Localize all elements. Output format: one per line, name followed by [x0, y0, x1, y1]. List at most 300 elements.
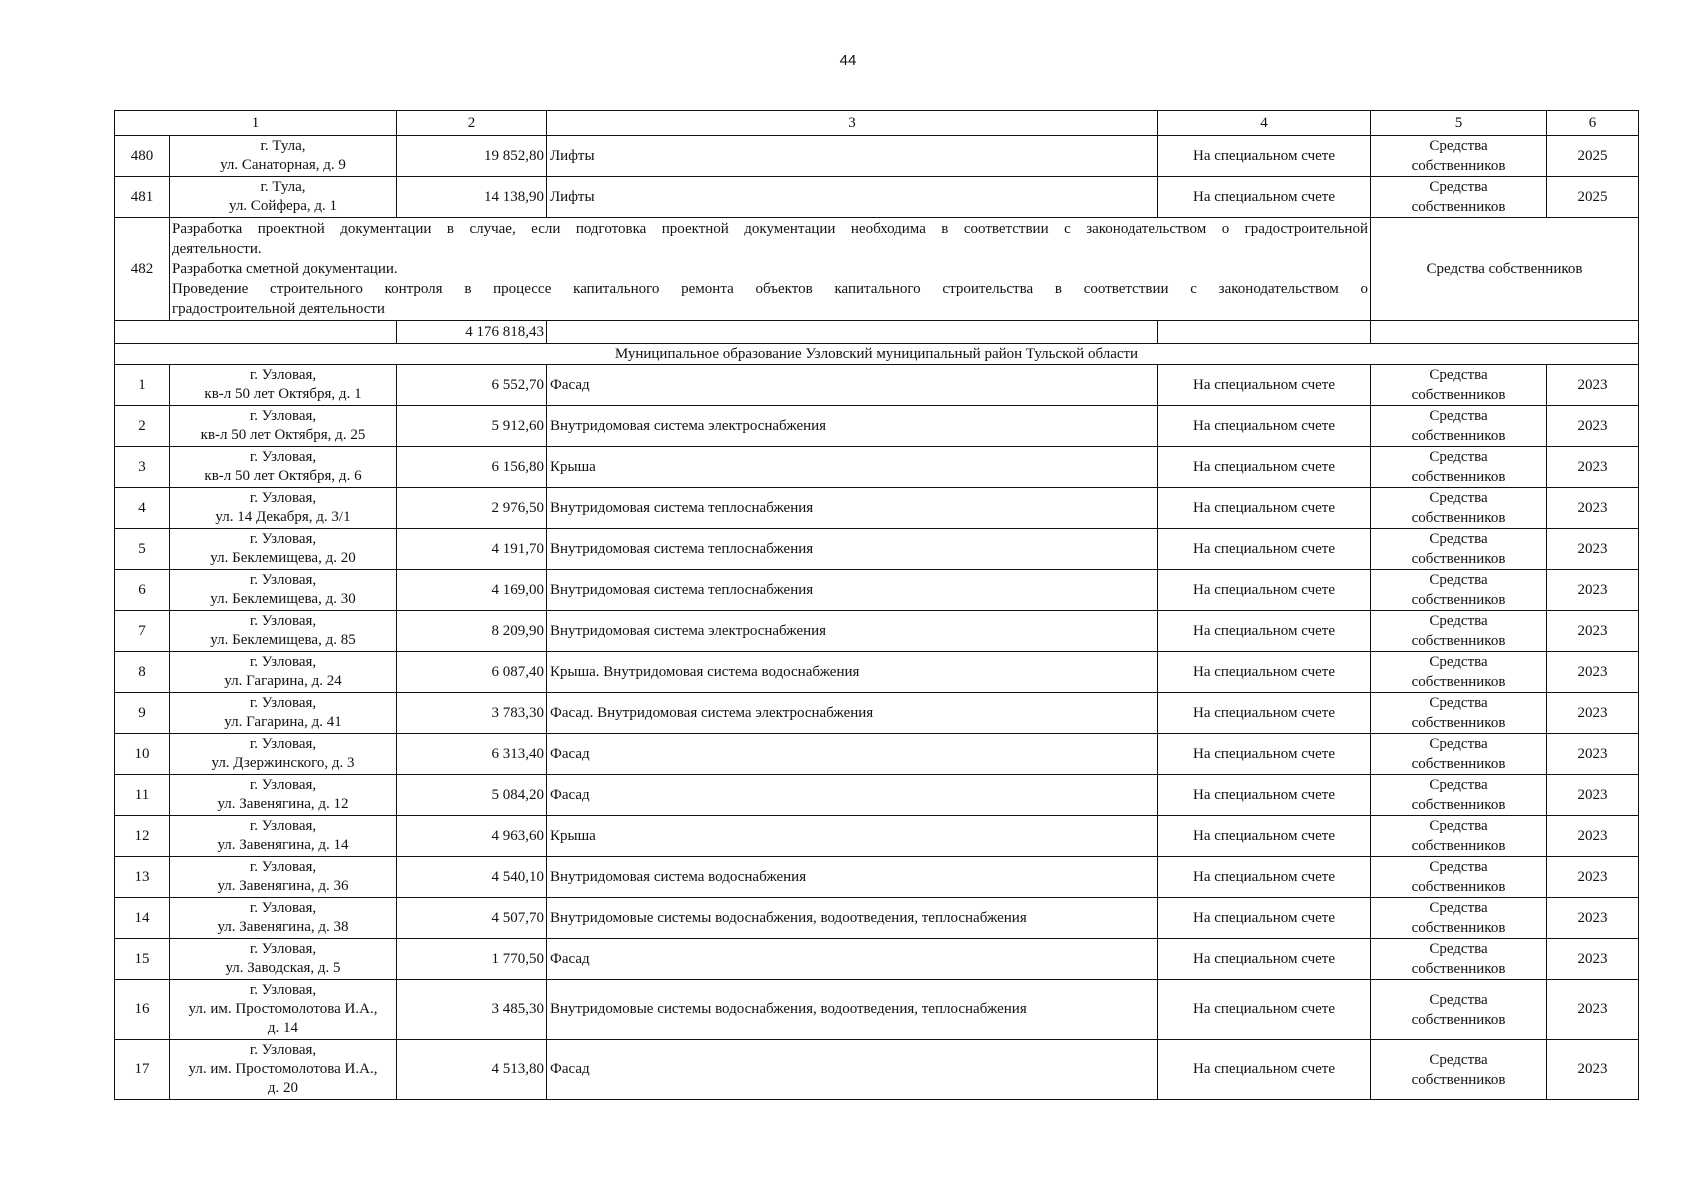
source-cell-line: Средства — [1429, 900, 1488, 916]
source-cell-line: собственников — [1411, 510, 1506, 526]
work-type-cell — [547, 365, 1158, 406]
area-cell — [397, 488, 547, 529]
source-cell — [1371, 447, 1547, 488]
address-cell-line: ул. Гагарина, д. 24 — [224, 673, 342, 689]
year-cell — [1547, 693, 1639, 734]
area-cell-line: 3 783,30 — [491, 704, 544, 721]
work-type-cell-line: Фасад — [550, 745, 590, 762]
fund-method-cell-line: На специальном счете — [1192, 458, 1335, 475]
fund-method-cell-line: На специальном счете — [1192, 827, 1335, 844]
address-cell-line: г. Узловая, — [249, 900, 317, 916]
row-number-line: 7 — [138, 622, 146, 639]
fund-method-cell — [1158, 775, 1371, 816]
total-empty — [115, 321, 397, 344]
source-cell-line: собственников — [1411, 756, 1506, 772]
address-cell — [170, 898, 397, 939]
area-cell-line: 14 138,90 — [484, 188, 544, 205]
source-cell — [1371, 570, 1547, 611]
total-area — [397, 321, 547, 344]
table-row — [115, 406, 1639, 447]
note-cell-line: деятельности. — [172, 241, 262, 257]
address-cell-line: г. Узловая, — [249, 531, 317, 547]
area-cell — [397, 1040, 547, 1100]
area-cell-line: 4 191,70 — [491, 540, 544, 557]
section-row — [115, 344, 1639, 365]
year-cell-line: 2023 — [1577, 745, 1608, 762]
source-cell-line: собственников — [1411, 1071, 1506, 1088]
fund-method-cell-line: На специальном счете — [1192, 147, 1335, 164]
address-cell — [170, 939, 397, 980]
source-cell-line: собственников — [1411, 715, 1506, 731]
work-type-cell-line: Внутридомовая система электроснабжения — [550, 622, 827, 639]
source-cell — [1371, 611, 1547, 652]
year-cell-line: 2023 — [1577, 499, 1608, 516]
source-cell-line: собственников — [1411, 797, 1506, 813]
address-cell-line: кв-л 50 лет Октября, д. 25 — [200, 427, 366, 443]
row-number-line: 4 — [138, 499, 146, 516]
column-number: 1 — [115, 111, 397, 136]
work-type-cell — [547, 488, 1158, 529]
year-cell — [1547, 177, 1639, 218]
year-cell-line: 2023 — [1577, 581, 1608, 598]
row-number — [115, 365, 170, 406]
row-number — [115, 1040, 170, 1100]
work-type-cell-line: Внутридомовая система водоснабжения — [550, 868, 807, 885]
total-empty — [1158, 321, 1371, 344]
row-number — [115, 816, 170, 857]
fund-method-cell — [1158, 693, 1371, 734]
column-number: 3 — [547, 111, 1158, 136]
fund-method-cell — [1158, 652, 1371, 693]
source-cell-line: Средства — [1429, 859, 1488, 875]
address-cell-line: г. Узловая, — [249, 736, 317, 752]
row-number — [115, 857, 170, 898]
fund-method-cell — [1158, 611, 1371, 652]
fund-method-cell-line: На специальном счете — [1192, 540, 1335, 557]
table-row — [115, 734, 1639, 775]
work-type-cell-line: Фасад — [550, 950, 590, 967]
work-type-cell — [547, 734, 1158, 775]
fund-method-cell-line: На специальном счете — [1192, 745, 1335, 762]
section-title-line: Муниципальное образование Узловский муниципальный район Тульской области — [614, 345, 1139, 362]
row-number-line: 6 — [138, 581, 146, 598]
address-cell-line: г. Узловая, — [249, 982, 317, 998]
repair-register-table — [114, 110, 1639, 1100]
source-cell-line: Средства собственников — [1426, 261, 1583, 277]
work-type-cell — [547, 177, 1158, 218]
year-cell — [1547, 652, 1639, 693]
fund-method-cell — [1158, 488, 1371, 529]
area-cell-line: 5 084,20 — [491, 786, 544, 803]
source-cell — [1371, 857, 1547, 898]
year-cell — [1547, 529, 1639, 570]
row-number-line: 1 — [138, 376, 146, 393]
area-cell — [397, 406, 547, 447]
work-type-cell — [547, 611, 1158, 652]
row-number-line: 11 — [134, 786, 150, 803]
source-cell-line: Средства — [1429, 408, 1488, 424]
fund-method-cell-line: На специальном счете — [1192, 909, 1335, 926]
address-cell — [170, 529, 397, 570]
fund-method-cell-line: На специальном счете — [1192, 376, 1335, 393]
source-cell-line: Средства — [1429, 1051, 1488, 1068]
fund-method-cell-line: На специальном счете — [1192, 417, 1335, 434]
area-cell-line: 4 507,70 — [491, 909, 544, 926]
row-number-line: 14 — [134, 909, 150, 926]
address-cell-line: г. Узловая, — [249, 572, 317, 588]
address-cell-line: ул. 14 Декабря, д. 3/1 — [215, 509, 351, 525]
table-body — [115, 111, 1639, 1100]
area-cell — [397, 898, 547, 939]
source-cell — [1371, 734, 1547, 775]
address-cell-line: ул. Завенягина, д. 38 — [217, 919, 349, 935]
source-cell-line: Средства — [1429, 777, 1488, 793]
address-cell-line: г. Узловая, — [249, 859, 317, 875]
source-cell-line: Средства — [1429, 490, 1488, 506]
fund-method-cell — [1158, 570, 1371, 611]
work-type-cell — [547, 693, 1158, 734]
area-cell — [397, 177, 547, 218]
source-cell-line: собственников — [1411, 592, 1506, 608]
fund-method-cell-line: На специальном счете — [1192, 704, 1335, 721]
row-number — [115, 570, 170, 611]
source-cell-line: Средства — [1429, 572, 1488, 588]
fund-method-cell-line: На специальном счете — [1192, 786, 1335, 803]
work-type-cell-line: Фасад — [550, 786, 590, 803]
year-cell-line: 2023 — [1577, 458, 1608, 475]
address-cell-line: ул. Заводская, д. 5 — [225, 960, 341, 976]
year-cell — [1547, 939, 1639, 980]
source-cell-line: Средства — [1429, 531, 1488, 547]
address-cell-line: г. Тула, — [260, 179, 306, 195]
year-cell-line: 2023 — [1577, 663, 1608, 680]
address-cell-line: г. Узловая, — [249, 1042, 317, 1058]
table-row — [115, 898, 1639, 939]
address-cell — [170, 693, 397, 734]
source-cell — [1371, 652, 1547, 693]
table-row — [115, 365, 1639, 406]
fund-method-cell-line: На специальном счете — [1192, 622, 1335, 639]
row-number-line: 2 — [138, 417, 146, 434]
year-cell — [1547, 570, 1639, 611]
address-cell-line: ул. Завенягина, д. 14 — [217, 837, 349, 853]
source-cell-line: Средства — [1429, 449, 1488, 465]
table-row-note — [115, 218, 1639, 321]
fund-method-cell — [1158, 529, 1371, 570]
area-cell — [397, 693, 547, 734]
area-cell-line: 4 963,60 — [491, 827, 544, 844]
source-cell — [1371, 218, 1639, 321]
area-cell — [397, 570, 547, 611]
address-cell — [170, 816, 397, 857]
year-cell-line: 2023 — [1577, 868, 1608, 885]
source-cell-line: собственников — [1411, 551, 1506, 567]
source-cell-line: собственников — [1411, 961, 1506, 977]
note-cell — [170, 218, 1371, 321]
address-cell — [170, 570, 397, 611]
note-cell-line: Разработка проектной документации в случае, если подготовка проектной документации необходима в соответствии с законодательством о градостроительной — [172, 221, 1368, 237]
year-cell-line: 2023 — [1577, 1061, 1608, 1077]
work-type-cell-line: Внутридомовая система теплоснабжения — [550, 581, 814, 598]
area-cell-line: 5 912,60 — [491, 417, 544, 434]
row-number — [115, 218, 170, 321]
address-cell-line: ул. Дзержинского, д. 3 — [211, 755, 355, 771]
source-cell-line: Средства — [1429, 991, 1488, 1008]
source-cell-line: Средства — [1429, 613, 1488, 629]
source-cell-line: собственников — [1411, 199, 1506, 215]
work-type-cell-line: Крыша — [550, 827, 596, 844]
address-cell-line: г. Узловая, — [249, 777, 317, 793]
source-cell — [1371, 898, 1547, 939]
address-cell-line: ул. Беклемищева, д. 30 — [210, 591, 356, 607]
table-row — [115, 939, 1639, 980]
area-cell — [397, 611, 547, 652]
table-row — [115, 611, 1639, 652]
address-cell-line: ул. Беклемищева, д. 20 — [210, 550, 356, 566]
address-cell-line: г. Узловая, — [249, 408, 317, 424]
row-number-line: 480 — [130, 147, 154, 164]
work-type-cell-line: Фасад — [550, 376, 590, 393]
year-cell-line: 2023 — [1577, 540, 1608, 557]
table-row — [115, 136, 1639, 177]
source-cell — [1371, 136, 1547, 177]
year-cell — [1547, 980, 1639, 1040]
source-cell-line: Средства — [1429, 138, 1488, 154]
year-cell-line: 2023 — [1577, 1001, 1608, 1017]
row-number-line: 9 — [138, 704, 146, 721]
work-type-cell-line: Фасад. Внутридомовая система электроснабжения — [550, 704, 874, 721]
year-cell — [1547, 447, 1639, 488]
year-cell — [1547, 488, 1639, 529]
work-type-cell-line: Внутридомовые системы водоснабжения, водоотведения, теплоснабжения — [550, 1001, 1027, 1017]
source-cell-line: собственников — [1411, 838, 1506, 854]
fund-method-cell — [1158, 136, 1371, 177]
column-number: 4 — [1158, 111, 1371, 136]
year-cell — [1547, 816, 1639, 857]
column-number: 2 — [397, 111, 547, 136]
area-cell — [397, 734, 547, 775]
year-cell-line: 2023 — [1577, 786, 1608, 803]
address-cell-line: г. Узловая, — [249, 367, 317, 383]
note-cell-line: Проведение строительного контроля в процессе капитального ремонта объектов капитального строительства в соответствии с законодательством о — [172, 281, 1368, 297]
year-cell-line: 2023 — [1577, 909, 1608, 926]
area-cell — [397, 775, 547, 816]
work-type-cell — [547, 570, 1158, 611]
address-cell-line: ул. им. Простомолотова И.А., — [188, 1061, 378, 1077]
work-type-cell — [547, 447, 1158, 488]
work-type-cell-line: Крыша — [550, 458, 596, 475]
note-cell-line: градостроительной деятельности — [172, 301, 385, 317]
source-cell-line: Средства — [1429, 736, 1488, 752]
area-cell-line: 3 485,30 — [491, 1001, 544, 1017]
area-cell-line: 8 209,90 — [491, 622, 544, 639]
area-cell — [397, 939, 547, 980]
work-type-cell — [547, 939, 1158, 980]
total-row — [115, 321, 1639, 344]
address-cell — [170, 775, 397, 816]
address-cell-line: ул. Беклемищева, д. 85 — [210, 632, 356, 648]
address-cell-line: ул. им. Простомолотова И.А., — [188, 1001, 378, 1017]
row-number-line: 3 — [138, 458, 146, 475]
address-cell-line: г. Узловая, — [249, 449, 317, 465]
section-title — [115, 344, 1639, 365]
source-cell-line: собственников — [1411, 920, 1506, 936]
source-cell — [1371, 816, 1547, 857]
row-number — [115, 529, 170, 570]
table-row — [115, 570, 1639, 611]
table-row — [115, 652, 1639, 693]
note-cell-line: Разработка сметной документации. — [172, 261, 398, 277]
source-cell — [1371, 939, 1547, 980]
work-type-cell — [547, 1040, 1158, 1100]
source-cell-line: собственников — [1411, 633, 1506, 649]
area-cell — [397, 980, 547, 1040]
page-number: 44 — [839, 52, 857, 69]
work-type-cell — [547, 816, 1158, 857]
address-cell — [170, 734, 397, 775]
work-type-cell-line: Внутридомовая система теплоснабжения — [550, 499, 814, 516]
fund-method-cell-line: На специальном счете — [1192, 868, 1335, 885]
address-cell-line: г. Узловая, — [249, 695, 317, 711]
table-row — [115, 488, 1639, 529]
year-cell-line: 2025 — [1577, 147, 1608, 164]
address-cell-line: г. Узловая, — [249, 818, 317, 834]
fund-method-cell-line: На специальном счете — [1192, 663, 1335, 680]
area-cell-line: 4 169,00 — [491, 581, 544, 598]
table-row — [115, 857, 1639, 898]
column-number: 5 — [1371, 111, 1547, 136]
year-cell — [1547, 136, 1639, 177]
row-number-line: 13 — [134, 868, 150, 885]
year-cell — [1547, 1040, 1639, 1100]
year-cell-line: 2023 — [1577, 376, 1608, 393]
table-row — [115, 980, 1639, 1040]
source-cell — [1371, 406, 1547, 447]
address-cell — [170, 177, 397, 218]
table-row — [115, 816, 1639, 857]
row-number — [115, 488, 170, 529]
row-number — [115, 980, 170, 1040]
work-type-cell-line: Внутридомовая система теплоснабжения — [550, 540, 814, 557]
year-cell — [1547, 406, 1639, 447]
work-type-cell-line: Крыша. Внутридомовая система водоснабжения — [550, 663, 860, 680]
table-row — [115, 693, 1639, 734]
fund-method-cell-line: На специальном счете — [1192, 499, 1335, 516]
area-cell — [397, 816, 547, 857]
source-cell-line: собственников — [1411, 158, 1506, 174]
fund-method-cell — [1158, 857, 1371, 898]
year-cell-line: 2023 — [1577, 417, 1608, 434]
work-type-cell — [547, 136, 1158, 177]
row-number-line: 15 — [134, 950, 150, 967]
area-cell — [397, 652, 547, 693]
source-cell-line: Средства — [1429, 654, 1488, 670]
area-cell-line: 1 770,50 — [491, 950, 544, 967]
total-empty — [547, 321, 1158, 344]
area-cell-line: 6 552,70 — [491, 376, 544, 393]
address-cell-line: д. 20 — [267, 1080, 299, 1096]
year-cell — [1547, 611, 1639, 652]
fund-method-cell — [1158, 734, 1371, 775]
total-area-line: 4 176 818,43 — [465, 323, 544, 340]
row-number-line: 12 — [134, 827, 150, 844]
table-row — [115, 1040, 1639, 1100]
address-cell-line: г. Узловая, — [249, 654, 317, 670]
work-type-cell — [547, 898, 1158, 939]
address-cell-line: г. Тула, — [260, 138, 306, 154]
source-cell — [1371, 365, 1547, 406]
year-cell-line: 2025 — [1577, 188, 1608, 205]
source-cell — [1371, 529, 1547, 570]
address-cell-line: ул. Гагарина, д. 41 — [224, 714, 342, 730]
row-number — [115, 939, 170, 980]
address-cell — [170, 857, 397, 898]
area-cell-line: 4 513,80 — [491, 1061, 544, 1077]
year-cell — [1547, 365, 1639, 406]
fund-method-cell-line: На специальном счете — [1192, 1001, 1335, 1017]
work-type-cell-line: Фасад — [550, 1061, 590, 1077]
year-cell — [1547, 898, 1639, 939]
row-number-line: 8 — [138, 663, 146, 680]
area-cell — [397, 136, 547, 177]
work-type-cell — [547, 529, 1158, 570]
source-cell-line: собственников — [1411, 469, 1506, 485]
fund-method-cell — [1158, 447, 1371, 488]
column-number: 6 — [1547, 111, 1639, 136]
address-cell-line: ул. Сойфера, д. 1 — [228, 198, 338, 214]
address-cell-line: г. Узловая, — [249, 613, 317, 629]
work-type-cell-line: Внутридомовые системы водоснабжения, водоотведения, теплоснабжения — [550, 909, 1027, 926]
area-cell-line: 6 087,40 — [491, 663, 544, 680]
area-cell-line: 6 156,80 — [491, 458, 544, 475]
work-type-cell — [547, 857, 1158, 898]
source-cell-line: собственников — [1411, 387, 1506, 403]
year-cell — [1547, 734, 1639, 775]
row-number — [115, 652, 170, 693]
row-number — [115, 406, 170, 447]
fund-method-cell-line: На специальном счете — [1192, 188, 1335, 205]
address-cell — [170, 406, 397, 447]
table-row — [115, 775, 1639, 816]
row-number — [115, 611, 170, 652]
address-cell — [170, 488, 397, 529]
fund-method-cell — [1158, 898, 1371, 939]
fund-method-cell — [1158, 980, 1371, 1040]
area-cell-line: 4 540,10 — [491, 868, 544, 885]
area-cell — [397, 529, 547, 570]
row-number-line: 482 — [130, 260, 154, 277]
work-type-cell-line: Лифты — [550, 188, 595, 205]
area-cell — [397, 857, 547, 898]
area-cell-line: 6 313,40 — [491, 745, 544, 762]
source-cell-line: Средства — [1429, 367, 1488, 383]
source-cell-line: Средства — [1429, 695, 1488, 711]
address-cell-line: д. 14 — [267, 1020, 299, 1036]
work-type-cell — [547, 775, 1158, 816]
work-type-cell — [547, 652, 1158, 693]
source-cell — [1371, 980, 1547, 1040]
source-cell-line: собственников — [1411, 428, 1506, 444]
work-type-cell — [547, 980, 1158, 1040]
address-cell — [170, 1040, 397, 1100]
work-type-cell-line: Внутридомовая система электроснабжения — [550, 417, 827, 434]
address-cell — [170, 611, 397, 652]
work-type-cell-line: Лифты — [550, 147, 595, 164]
row-number — [115, 693, 170, 734]
fund-method-cell — [1158, 816, 1371, 857]
source-cell — [1371, 1040, 1547, 1100]
row-number — [115, 898, 170, 939]
